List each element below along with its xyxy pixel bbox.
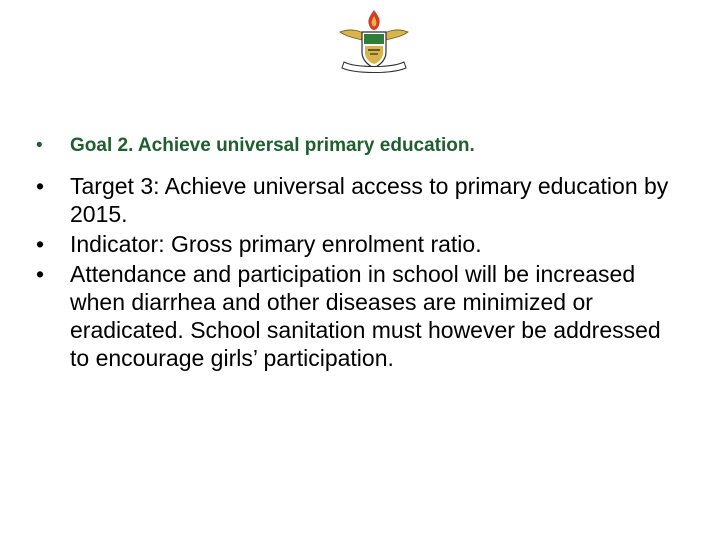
list-item-attendance: [36, 260, 686, 372]
list-item-text: Indicator: Gross primary enrolment ratio.: [70, 231, 482, 257]
bullet-list: [36, 172, 686, 374]
goal-bullet: •: [36, 135, 43, 156]
list-bullet: •: [36, 173, 45, 199]
list-bullet: •: [36, 231, 45, 257]
goal-heading: [36, 133, 676, 159]
list-item-indicator: [36, 230, 686, 258]
list-bullet: •: [36, 261, 45, 287]
list-item-target: [36, 172, 686, 228]
goal-text: Goal 2. Achieve universal primary education.: [70, 135, 475, 156]
list-item-text: Attendance and participation in school will be increased when diarrhea and other diseases are minimized or eradicated. School sanitation must however be addressed to encourage girls’ participation.: [70, 261, 661, 371]
list-item-text: Target 3: Achieve universal access to primary education by 2015.: [70, 173, 669, 227]
university-crest-icon: [334, 8, 414, 76]
